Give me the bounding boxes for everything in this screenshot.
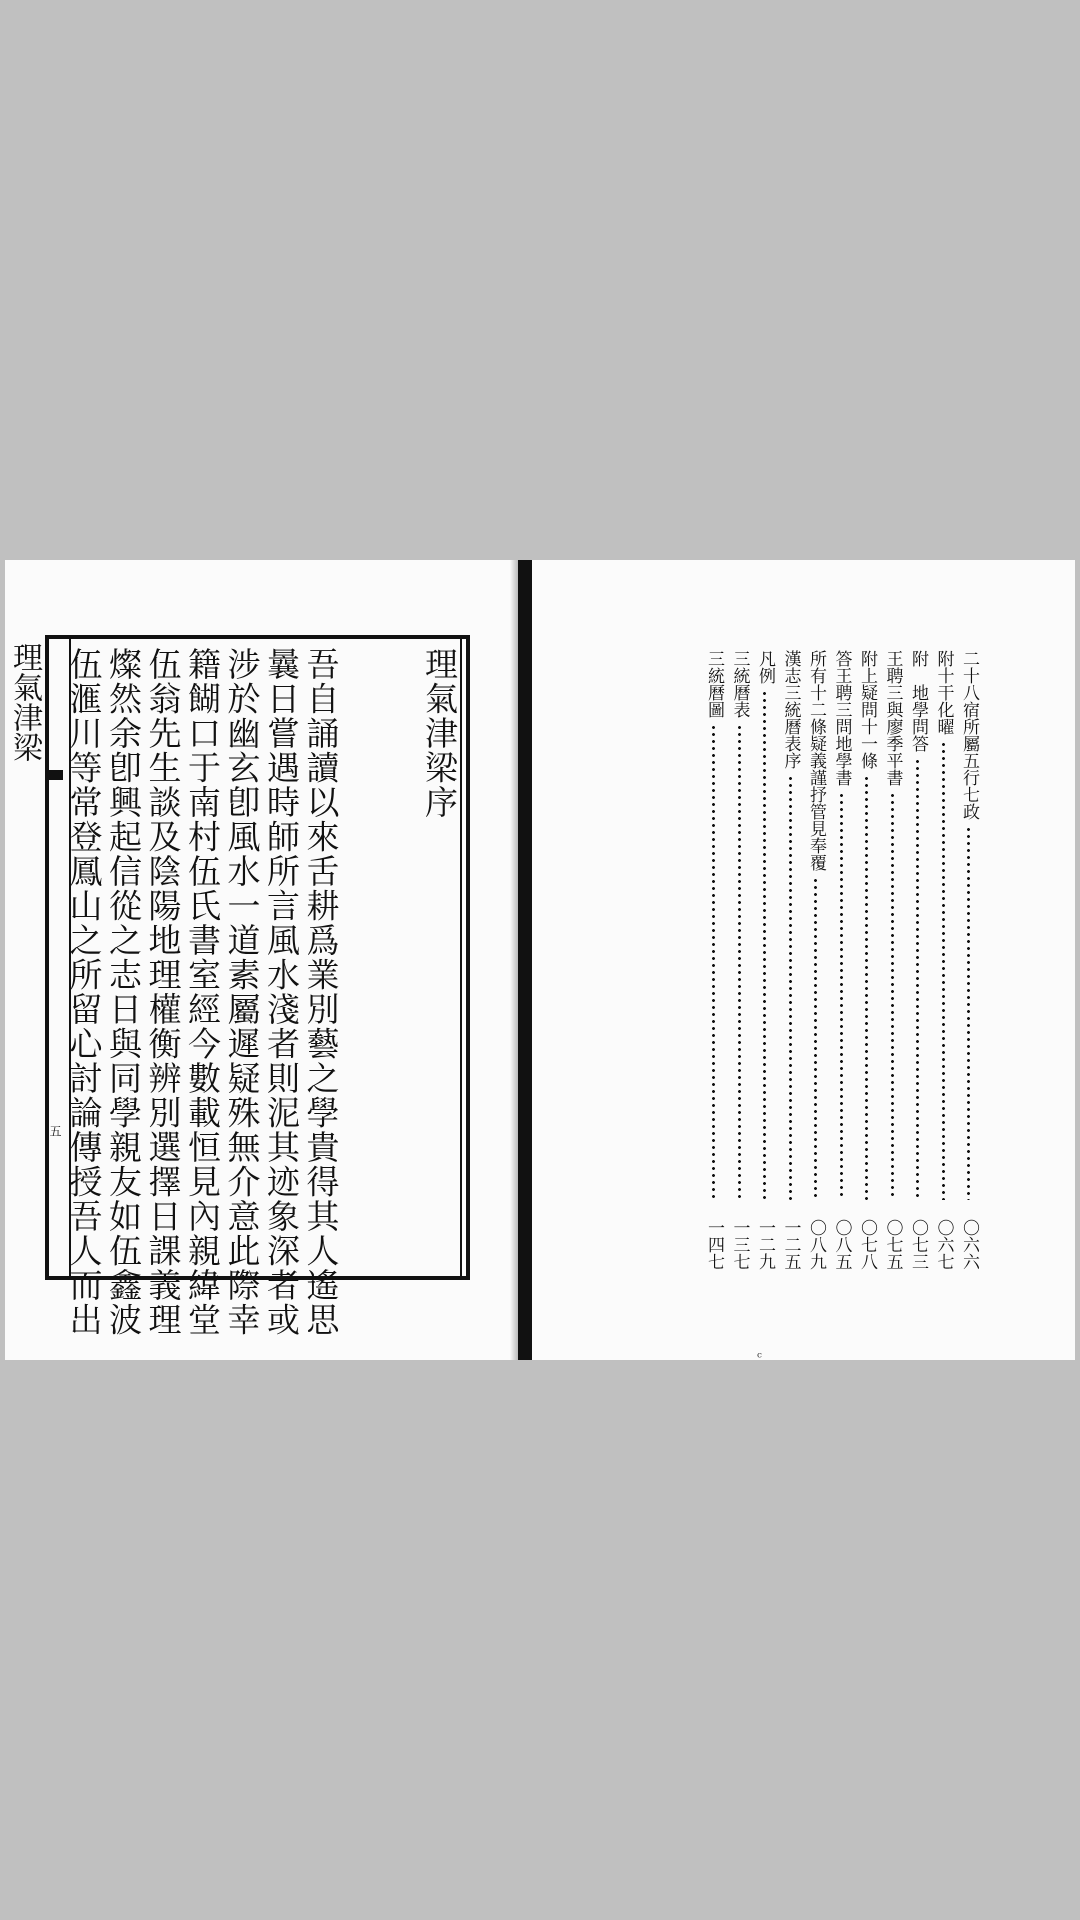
toc-entry (856, 650, 878, 1270)
gutter-shadow (510, 560, 518, 1360)
toc-entry-title: 三統曆圖 (704, 650, 724, 718)
toc-entry-page: 〇七八 (857, 1219, 877, 1270)
preface-title: 理氣津梁序 (420, 647, 459, 820)
toc-entry (780, 650, 802, 1270)
toc-entry (703, 650, 725, 1270)
toc-entry-page: 〇七五 (882, 1219, 903, 1270)
toc-entry-page: 一三七 (729, 1219, 750, 1270)
toc-entry (805, 650, 827, 1270)
preface-line: 吾自誦讀以來舌耕爲業別藝之學貴得其人遙思 (301, 647, 341, 1337)
table-of-contents (650, 650, 980, 1270)
toc-entry-page: 一二九 (755, 1219, 775, 1270)
toc-dot-leader (712, 724, 715, 1200)
toc-entry-title: 附 地學問答 (908, 650, 928, 752)
toc-entry-title: 三統曆表 (729, 650, 750, 718)
toc-entry (831, 650, 853, 1270)
toc-entry (907, 650, 929, 1270)
toc-entry-page: 〇六六 (959, 1219, 979, 1270)
toc-entry (729, 650, 751, 1270)
spine-label: 理氣津梁 (7, 642, 42, 762)
scanned-book-spread (5, 560, 1075, 1366)
toc-dot-leader (865, 775, 868, 1200)
text-frame (45, 635, 470, 1337)
toc-dot-leader (891, 792, 894, 1200)
toc-entry-page: 一四七 (704, 1219, 724, 1270)
toc-dot-leader (763, 690, 766, 1200)
toc-dot-leader (738, 724, 741, 1200)
toc-dot-leader (916, 758, 919, 1200)
toc-entry-page: 一二五 (780, 1219, 801, 1270)
toc-entry-title: 凡例 (755, 650, 775, 684)
toc-entry-page: 〇八九 (806, 1219, 826, 1270)
toc-entry-title: 王聘三與廖季平書 (882, 650, 903, 786)
toc-entry-title: 附十干化曜 (933, 650, 954, 735)
toc-entry-title: 附上疑問十一條 (857, 650, 877, 769)
toc-entry (882, 650, 904, 1270)
preface-body (64, 647, 459, 1337)
toc-entry (933, 650, 955, 1270)
book-gutter (518, 560, 532, 1360)
toc-entry-page: 〇八五 (831, 1219, 852, 1270)
toc-dot-leader (814, 877, 817, 1200)
preface-line: 伍滙川等常登鳳山之所留心討論傳授吾人而出 (64, 647, 104, 1337)
toc-dot-leader (942, 741, 945, 1200)
preface-line: 燦然余卽興起信從之志日與同學親友如伍鑫波 (104, 647, 143, 1337)
preface-line: 伍翁先生談及陰陽地理權衡辨別選擇日課義理 (143, 647, 183, 1337)
toc-dot-leader (967, 826, 970, 1200)
toc-entry-title: 漢志三統曆表序 (780, 650, 801, 769)
toc-entry (754, 650, 776, 1270)
toc-dot-leader (840, 792, 843, 1200)
toc-entry-title: 二十八宿所屬五行七政 (959, 650, 979, 820)
preface-line: 涉於幽玄卽風水一道素屬遲疑殊無介意此際幸 (222, 647, 262, 1337)
scan-speck: ᶜ (757, 1350, 762, 1366)
page-number: 五 (48, 1125, 62, 1137)
toc-dot-leader (789, 775, 792, 1200)
toc-entry-title: 答王聘三問地學書 (831, 650, 852, 786)
toc-entry-page: 〇六七 (933, 1219, 954, 1270)
preface-line: 籍餬口于南村伍氏書室經今數載恒見內親緯堂 (183, 647, 222, 1337)
toc-entry-page: 〇七三 (908, 1219, 928, 1270)
preface-line: 曩日嘗遇時師所言風水淺者則泥其迹象深者或 (262, 647, 301, 1337)
toc-entry (958, 650, 980, 1270)
toc-entry-title: 所有十二條疑義謹抒管見奉覆 (806, 650, 826, 871)
